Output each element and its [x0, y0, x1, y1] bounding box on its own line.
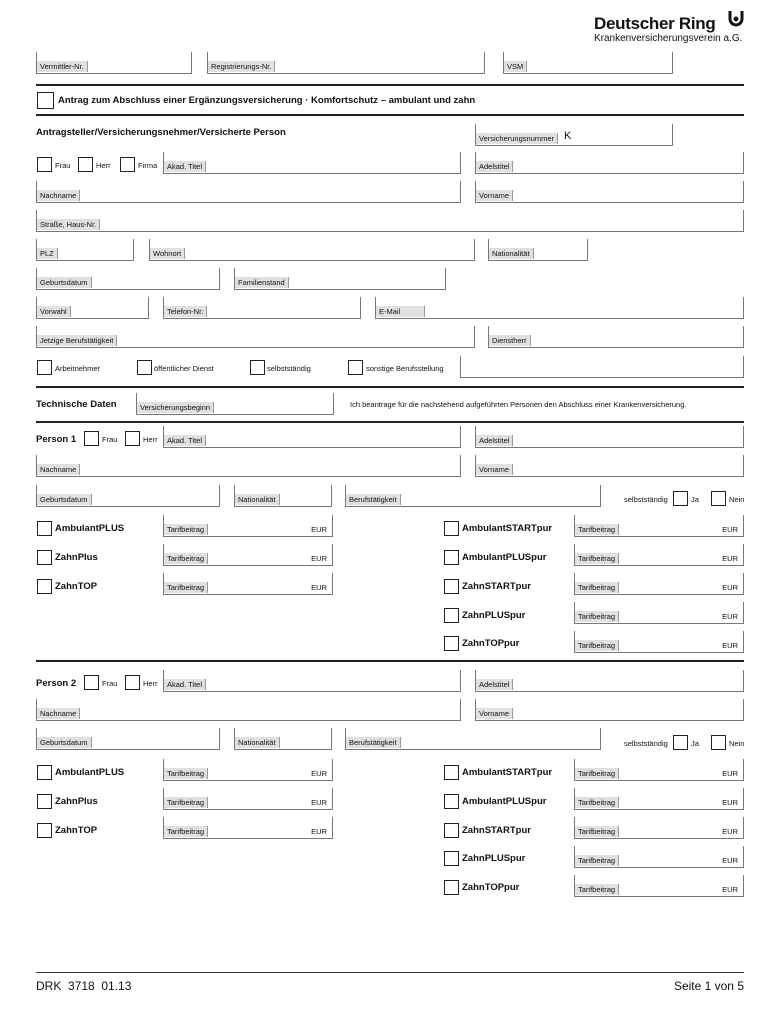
vorwahl-field[interactable]	[36, 297, 149, 319]
tarifbeitrag-field[interactable]	[574, 631, 744, 653]
tarifbeitrag-field[interactable]	[163, 759, 333, 781]
tariff-checkbox[interactable]	[444, 636, 459, 651]
nationalitaet-field[interactable]	[488, 239, 588, 261]
versicherungsnummer-value: K	[564, 130, 572, 142]
technical-note: Ich beantrage für die nachstehend aufgeführten Personen den Abschluss einer Krankenversicherung.	[350, 400, 687, 409]
versicherungsbeginn-field[interactable]	[136, 393, 334, 415]
adelstitel-label: Adelstitel	[476, 435, 513, 446]
herr-label: Herr	[143, 435, 158, 444]
adelstitel-field[interactable]	[475, 152, 744, 174]
tariff-checkbox[interactable]	[444, 765, 459, 780]
adelstitel-field[interactable]	[475, 670, 744, 692]
nationalitaet-label: Nationalität	[489, 248, 534, 259]
divider	[36, 421, 744, 423]
nationalitaet-field[interactable]	[234, 485, 332, 507]
person-heading: Person 1	[36, 434, 77, 445]
tarifbeitrag-label: Tarifbeitrag	[575, 524, 619, 535]
dienstherr-label: Dienstherr	[489, 335, 531, 346]
beruf-field[interactable]	[36, 326, 475, 348]
tariff-checkbox[interactable]	[444, 521, 459, 536]
email-field[interactable]	[375, 297, 744, 319]
applicant-heading: Antragsteller/Versicherungsnehmer/Versicherte Person	[36, 127, 286, 138]
email-label: E-Mail	[376, 306, 425, 317]
tarifbeitrag-field[interactable]	[163, 515, 333, 537]
title-checkbox[interactable]	[37, 92, 54, 109]
strasse-label: Straße, Haus-Nr.	[37, 219, 100, 230]
tariff-name: ZahnTOP	[55, 581, 98, 592]
oeffentlich-checkbox[interactable]	[137, 360, 152, 375]
tarifbeitrag-field[interactable]	[574, 573, 744, 595]
herr-checkbox[interactable]	[125, 675, 140, 690]
eur-label: EUR	[722, 525, 738, 534]
eur-label: EUR	[311, 827, 327, 836]
divider	[36, 114, 744, 116]
tarifbeitrag-field[interactable]	[574, 846, 744, 868]
geburtsdatum-field[interactable]	[36, 268, 220, 290]
frau-label: Frau	[102, 435, 118, 444]
divider	[36, 660, 744, 662]
divider	[36, 84, 744, 86]
tariff-checkbox[interactable]	[444, 608, 459, 623]
selbststaendig-checkbox[interactable]	[250, 360, 265, 375]
tarifbeitrag-field[interactable]	[574, 817, 744, 839]
brand-logo-icon	[728, 9, 744, 31]
nationalitaet-label: Nationalität	[235, 737, 280, 748]
ja-label: Ja	[691, 495, 699, 504]
herr-label: Herr	[96, 161, 111, 170]
nein-checkbox[interactable]	[711, 735, 726, 750]
tariff-name: AmbulantSTARTpur	[462, 523, 553, 534]
nachname-field[interactable]	[36, 699, 461, 721]
selbststaendig-label: selbstständig	[624, 495, 668, 504]
eur-label: EUR	[722, 641, 738, 650]
eur-label: EUR	[722, 769, 738, 778]
tarifbeitrag-label: Tarifbeitrag	[575, 768, 619, 779]
tariff-checkbox[interactable]	[37, 823, 52, 838]
versicherungsbeginn-label: Versicherungsbeginn	[137, 402, 214, 413]
geburtsdatum-field[interactable]	[36, 485, 220, 507]
tariff-checkbox[interactable]	[444, 794, 459, 809]
nein-checkbox[interactable]	[711, 491, 726, 506]
tariff-name: ZahnPLUSpur	[462, 853, 526, 864]
akad-titel-label: Akad. Titel	[164, 435, 206, 446]
telefon-label: Telefon-Nr.	[164, 306, 207, 317]
tariff-name: ZahnPlus	[55, 552, 98, 563]
tariff-checkbox[interactable]	[444, 851, 459, 866]
tarifbeitrag-label: Tarifbeitrag	[164, 797, 208, 808]
vorwahl-label: Vorwahl	[37, 306, 71, 317]
nachname-field[interactable]	[36, 455, 461, 477]
tarifbeitrag-label: Tarifbeitrag	[164, 582, 208, 593]
tarifbeitrag-field[interactable]	[574, 602, 744, 624]
vorname-label: Vorname	[476, 464, 513, 475]
wohnort-label: Wohnort	[150, 248, 185, 259]
telefon-field[interactable]	[163, 297, 361, 319]
arbeitnehmer-checkbox[interactable]	[37, 360, 52, 375]
frau-checkbox[interactable]	[84, 675, 99, 690]
tariff-name: AmbulantPLUS	[55, 767, 125, 778]
nachname-label: Nachname	[37, 708, 80, 719]
tarifbeitrag-label: Tarifbeitrag	[164, 553, 208, 564]
technical-heading: Technische Daten	[36, 399, 117, 410]
registrierung-field[interactable]	[207, 52, 485, 74]
tariff-name: ZahnTOPpur	[462, 882, 520, 893]
eur-label: EUR	[722, 583, 738, 592]
vorname-field[interactable]	[475, 181, 744, 203]
eur-label: EUR	[722, 827, 738, 836]
selbststaendig-label: selbstständig	[267, 364, 311, 373]
geburtsdatum-field[interactable]	[36, 728, 220, 750]
beruf-label: Jetzige Berufstätigkeit	[37, 335, 117, 346]
nein-label: Nein	[729, 739, 745, 748]
akad-titel-field[interactable]	[163, 152, 461, 174]
sonstige-field[interactable]	[460, 356, 744, 378]
herr-label: Herr	[143, 679, 158, 688]
plz-field[interactable]	[36, 239, 134, 261]
tariff-checkbox[interactable]	[444, 880, 459, 895]
frau-checkbox[interactable]	[37, 157, 52, 172]
ja-label: Ja	[691, 739, 699, 748]
frau-label: Frau	[102, 679, 118, 688]
geburtsdatum-label: Geburtsdatum	[37, 737, 92, 748]
geburtsdatum-label: Geburtsdatum	[37, 277, 92, 288]
tariff-checkbox[interactable]	[444, 823, 459, 838]
akad-titel-label: Akad. Titel	[164, 679, 206, 690]
akad-titel-label: Akad. Titel	[164, 161, 206, 172]
tarifbeitrag-label: Tarifbeitrag	[575, 611, 619, 622]
tariff-name: ZahnTOPpur	[462, 638, 520, 649]
vorname-label: Vorname	[476, 190, 513, 201]
adelstitel-label: Adelstitel	[476, 161, 513, 172]
herr-checkbox[interactable]	[78, 157, 93, 172]
tariff-name: AmbulantPLUSpur	[462, 796, 547, 807]
vorname-field[interactable]	[475, 699, 744, 721]
page-number: Seite 1 von 5	[673, 979, 744, 993]
tariff-name: AmbulantPLUSpur	[462, 552, 547, 563]
eur-label: EUR	[311, 798, 327, 807]
tarifbeitrag-field[interactable]	[574, 759, 744, 781]
strasse-field[interactable]	[36, 210, 744, 232]
adelstitel-label: Adelstitel	[476, 679, 513, 690]
selbststaendig-label: selbstständig	[624, 739, 668, 748]
tarifbeitrag-label: Tarifbeitrag	[164, 826, 208, 837]
adelstitel-field[interactable]	[475, 426, 744, 448]
tarifbeitrag-field[interactable]	[574, 875, 744, 897]
tariff-name: ZahnSTARTpur	[462, 581, 531, 592]
tarifbeitrag-field[interactable]	[574, 788, 744, 810]
akad-titel-field[interactable]	[163, 670, 461, 692]
tarifbeitrag-label: Tarifbeitrag	[575, 582, 619, 593]
person-heading: Person 2	[36, 678, 77, 689]
brand-name: Deutscher Ring	[594, 14, 716, 33]
eur-label: EUR	[722, 856, 738, 865]
vsm-field[interactable]	[503, 52, 673, 74]
tariff-checkbox[interactable]	[444, 579, 459, 594]
tarifbeitrag-label: Tarifbeitrag	[575, 884, 619, 895]
eur-label: EUR	[311, 583, 327, 592]
eur-label: EUR	[311, 554, 327, 563]
tarifbeitrag-label: Tarifbeitrag	[575, 640, 619, 651]
nein-label: Nein	[729, 495, 745, 504]
beruf-field[interactable]	[345, 485, 601, 507]
sonstige-checkbox[interactable]	[348, 360, 363, 375]
dienstherr-field[interactable]	[488, 326, 744, 348]
tariff-name: ZahnSTARTpur	[462, 825, 531, 836]
tariff-checkbox[interactable]	[37, 794, 52, 809]
tarifbeitrag-field[interactable]	[163, 817, 333, 839]
tarifbeitrag-field[interactable]	[163, 788, 333, 810]
firma-checkbox[interactable]	[120, 157, 135, 172]
tariff-name: ZahnPLUSpur	[462, 610, 526, 621]
akad-titel-field[interactable]	[163, 426, 461, 448]
herr-checkbox[interactable]	[125, 431, 140, 446]
familienstand-label: Familienstand	[235, 277, 289, 288]
vermittler-label: Vermittler-Nr.	[37, 61, 88, 72]
tarifbeitrag-label: Tarifbeitrag	[164, 768, 208, 779]
familienstand-field[interactable]	[234, 268, 446, 290]
tariff-name: ZahnPlus	[55, 796, 98, 807]
tariff-checkbox[interactable]	[444, 550, 459, 565]
footer-divider	[36, 972, 744, 973]
tarifbeitrag-label: Tarifbeitrag	[164, 524, 208, 535]
eur-label: EUR	[722, 798, 738, 807]
tarifbeitrag-field[interactable]	[163, 544, 333, 566]
eur-label: EUR	[311, 769, 327, 778]
firma-label: Firma	[138, 161, 158, 170]
versicherungsnummer-field[interactable]	[475, 124, 673, 146]
registrierung-label: Registrierungs-Nr.	[208, 61, 275, 72]
arbeitnehmer-label: Arbeitnehmer	[55, 364, 101, 373]
tarifbeitrag-label: Tarifbeitrag	[575, 855, 619, 866]
form-title: Antrag zum Abschluss einer Ergänzungsversicherung · Komfortschutz – ambulant und zahn	[58, 95, 476, 106]
vermittler-field[interactable]	[36, 52, 192, 74]
brand-subtitle: Krankenversicherungsverein a.G.	[594, 33, 743, 44]
frau-checkbox[interactable]	[84, 431, 99, 446]
nachname-label: Nachname	[37, 464, 80, 475]
nationalitaet-field[interactable]	[234, 728, 332, 750]
tariff-name: AmbulantPLUS	[55, 523, 125, 534]
frau-label: Frau	[55, 161, 71, 170]
plz-label: PLZ	[37, 248, 58, 259]
versicherungsnummer-label: Versicherungsnummer	[476, 133, 558, 144]
tariff-checkbox[interactable]	[37, 765, 52, 780]
ja-checkbox[interactable]	[673, 491, 688, 506]
vorname-field[interactable]	[475, 455, 744, 477]
eur-label: EUR	[722, 554, 738, 563]
tarifbeitrag-label: Tarifbeitrag	[575, 553, 619, 564]
oeffentlich-label: öffentlicher Dienst	[154, 364, 214, 373]
eur-label: EUR	[311, 525, 327, 534]
beruf-field[interactable]	[345, 728, 601, 750]
form-code: DRK 3718 01.13	[36, 979, 132, 993]
vorname-label: Vorname	[476, 708, 513, 719]
tariff-name: AmbulantSTARTpur	[462, 767, 553, 778]
tarifbeitrag-label: Tarifbeitrag	[575, 797, 619, 808]
tarifbeitrag-field[interactable]	[574, 515, 744, 537]
tariff-name: ZahnTOP	[55, 825, 98, 836]
tarifbeitrag-label: Tarifbeitrag	[575, 826, 619, 837]
tariff-checkbox[interactable]	[37, 521, 52, 536]
beruf-label: Berufstätigkeit	[346, 494, 401, 505]
tarifbeitrag-field[interactable]	[574, 544, 744, 566]
divider	[36, 386, 744, 388]
nachname-label: Nachname	[37, 190, 80, 201]
tariff-checkbox[interactable]	[37, 550, 52, 565]
beruf-label: Berufstätigkeit	[346, 737, 401, 748]
vsm-label: VSM	[504, 61, 527, 72]
eur-label: EUR	[722, 885, 738, 894]
tariff-checkbox[interactable]	[37, 579, 52, 594]
sonstige-label: sonstige Berufsstellung	[366, 364, 444, 373]
eur-label: EUR	[722, 612, 738, 621]
wohnort-field[interactable]	[149, 239, 475, 261]
tarifbeitrag-field[interactable]	[163, 573, 333, 595]
geburtsdatum-label: Geburtsdatum	[37, 494, 92, 505]
nachname-field[interactable]	[36, 181, 461, 203]
ja-checkbox[interactable]	[673, 735, 688, 750]
nationalitaet-label: Nationalität	[235, 494, 280, 505]
